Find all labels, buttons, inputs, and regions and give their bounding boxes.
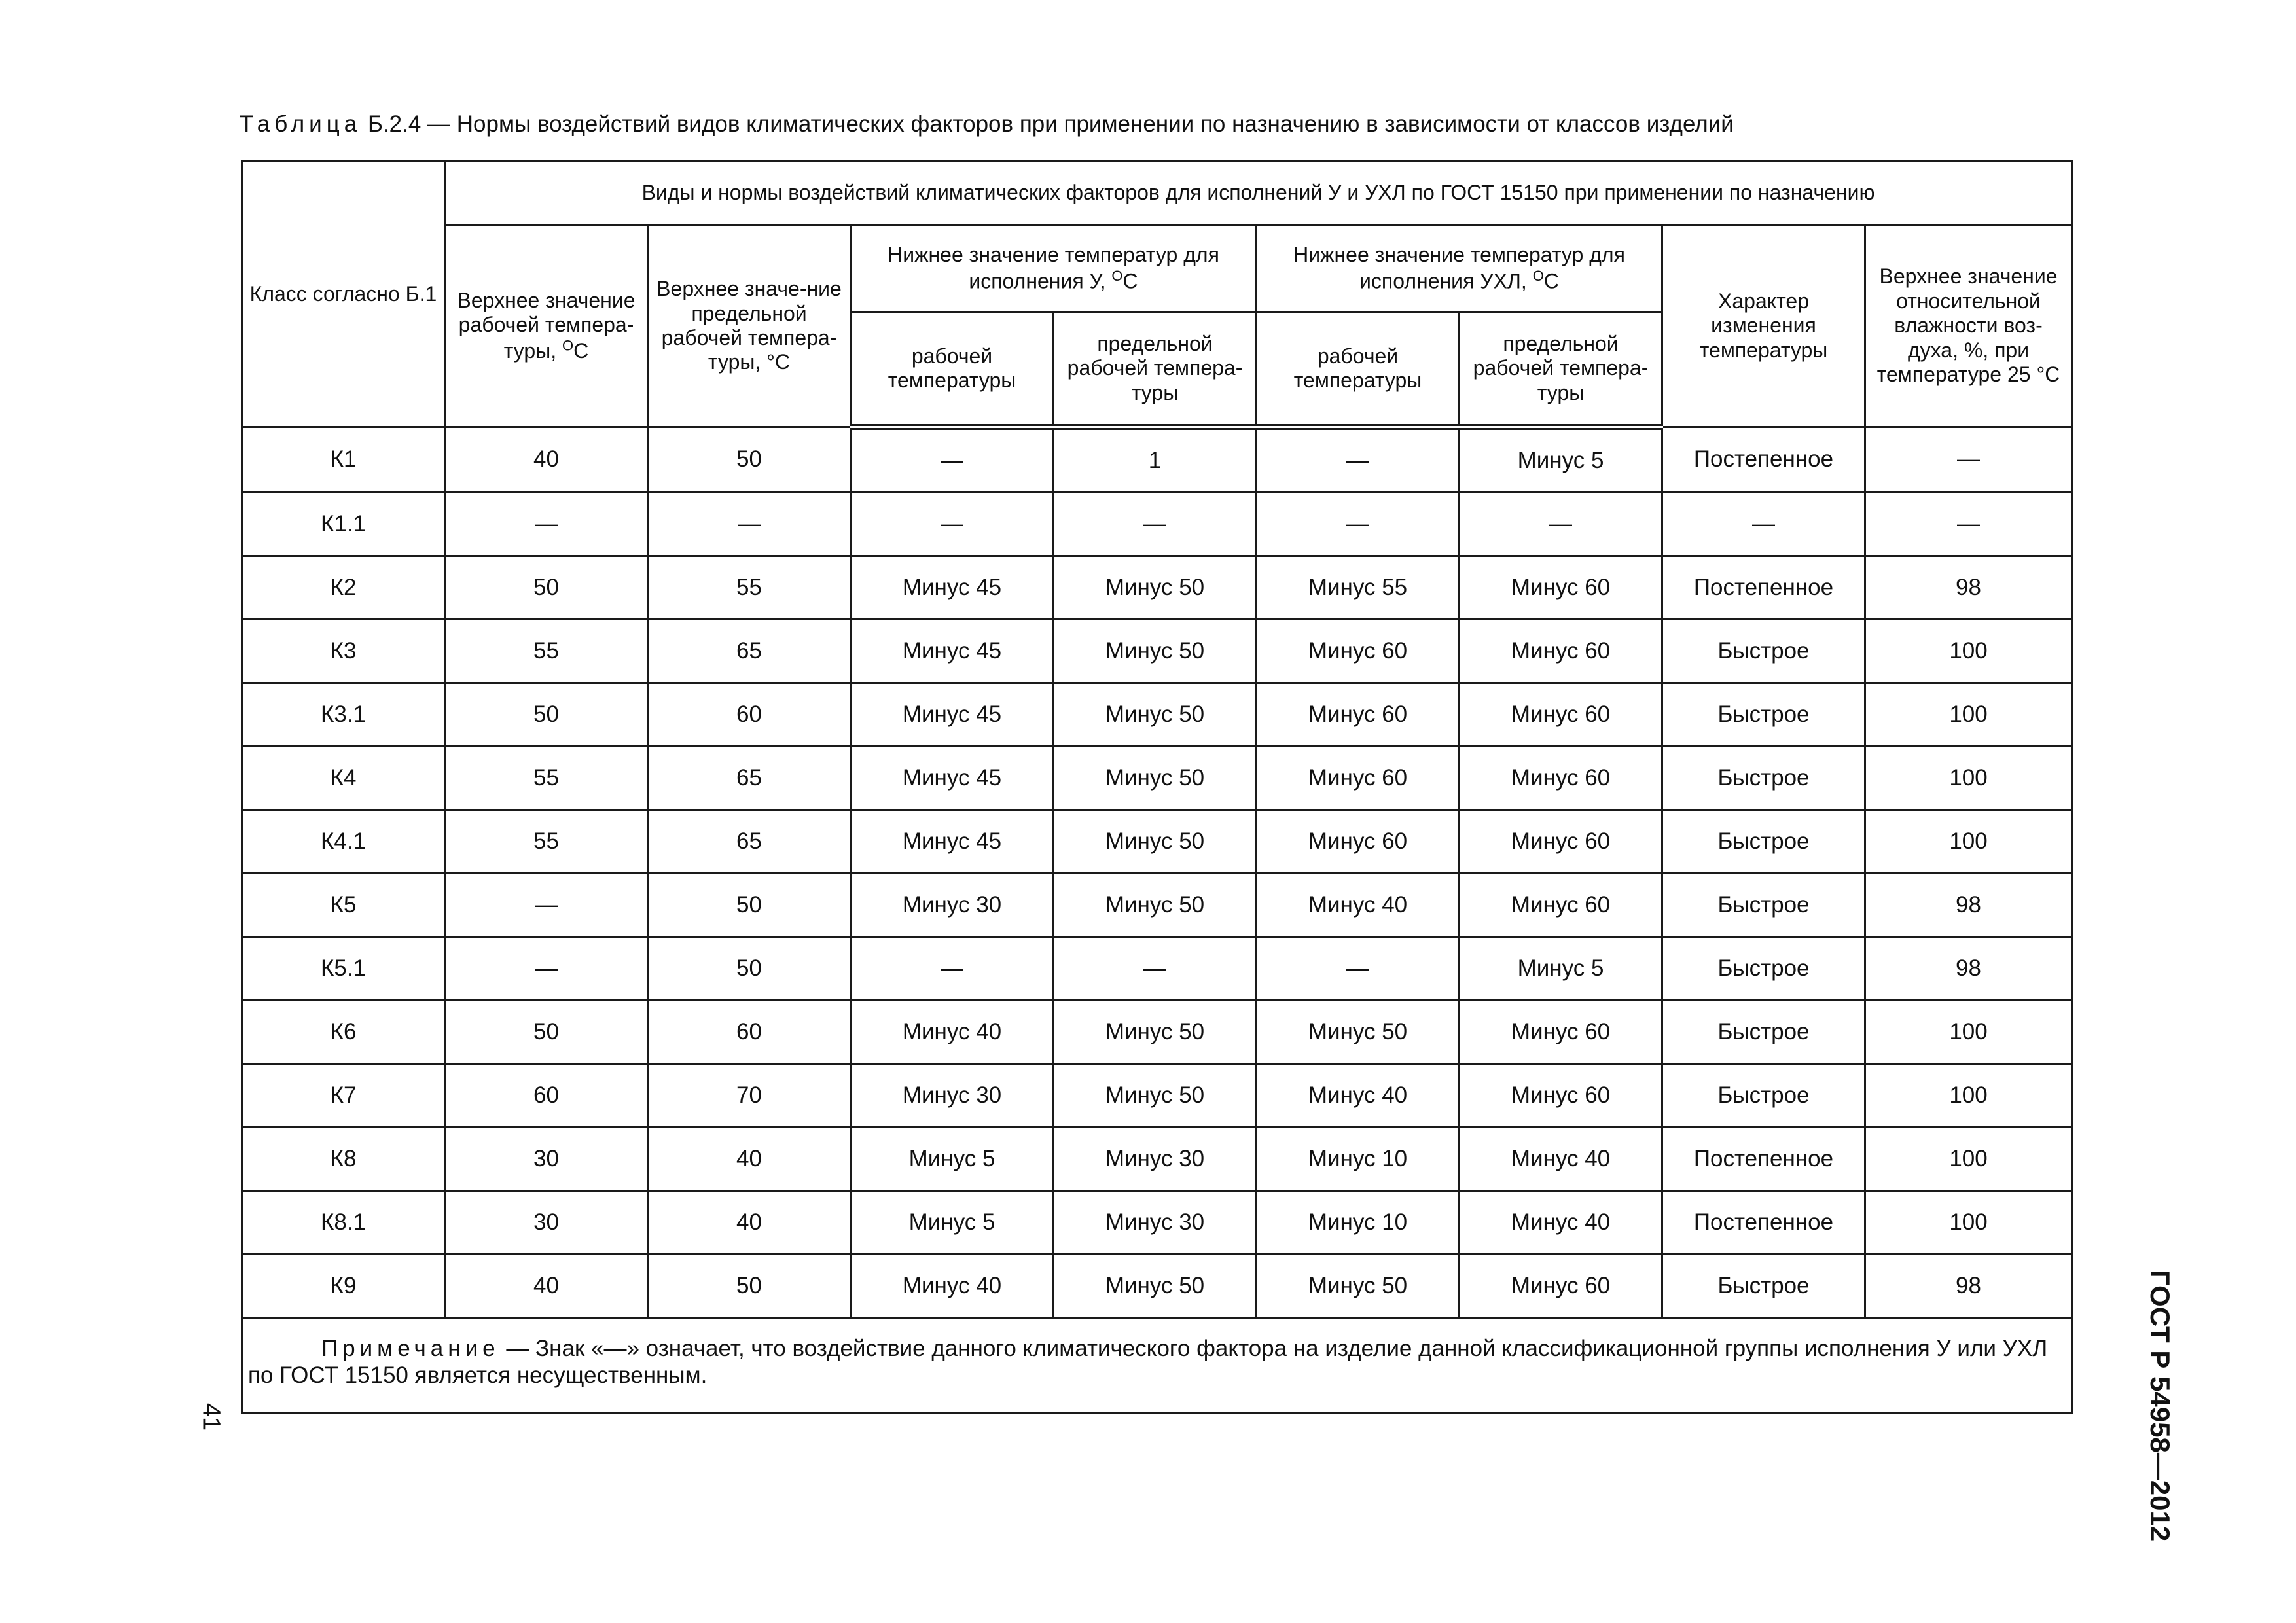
table-cell: 60 <box>648 683 851 747</box>
header-class: Класс согласно Б.1 <box>242 162 445 427</box>
table-cell: — <box>1662 493 1865 556</box>
header-ukhl-work: рабочей температуры <box>1257 312 1460 427</box>
table-cell: Минус 5 <box>1460 427 1662 493</box>
table-cell: Минус 50 <box>1054 556 1257 620</box>
table-cell: Минус 40 <box>1460 1128 1662 1191</box>
table-cell: Быстрое <box>1662 1064 1865 1128</box>
table-cell: Минус 60 <box>1257 747 1460 810</box>
table-cell: — <box>1257 937 1460 1001</box>
table-cell: Минус 5 <box>851 1128 1054 1191</box>
table-cell: — <box>851 937 1054 1001</box>
table-cell: — <box>648 493 851 556</box>
table-cell: Минус 50 <box>1257 1001 1460 1064</box>
table-cell: Постепенное <box>1662 556 1865 620</box>
table-cell: — <box>851 493 1054 556</box>
table-cell: К7 <box>242 1064 445 1128</box>
table-cell: К1.1 <box>242 493 445 556</box>
table-cell: Быстрое <box>1662 937 1865 1001</box>
table-cell: 98 <box>1865 937 2072 1001</box>
table-cell: Минус 50 <box>1257 1255 1460 1318</box>
table-cell: Минус 5 <box>1460 937 1662 1001</box>
table-cell: 98 <box>1865 874 2072 937</box>
table-cell: Минус 60 <box>1460 1255 1662 1318</box>
table-row <box>242 1191 2072 1255</box>
table-cell: Минус 60 <box>1460 683 1662 747</box>
table-cell: К3 <box>242 620 445 683</box>
table-cell: 100 <box>1865 683 2072 747</box>
table-cell: 65 <box>648 620 851 683</box>
table-row <box>242 1001 2072 1064</box>
table-body <box>242 427 2072 1318</box>
table-cell: Минус 30 <box>851 874 1054 937</box>
table-cell: 30 <box>445 1191 648 1255</box>
header-ukhl-limit: предельной рабочей темпера-туры <box>1460 312 1662 427</box>
header-lower-ukhl: Нижнее значение температур для исполнения УХЛ, $^О$С <box>1257 225 1662 312</box>
table-cell: — <box>1257 493 1460 556</box>
table-cell: 100 <box>1865 1064 2072 1128</box>
table-cell: Минус 45 <box>851 620 1054 683</box>
table-cell: К4.1 <box>242 810 445 874</box>
header-group: Виды и нормы воздействий климатических факторов для исполнений У и УХЛ по ГОСТ 15150 при применении по назначению <box>445 162 2072 225</box>
table-cell: Быстрое <box>1662 1255 1865 1318</box>
table-cell: К8.1 <box>242 1191 445 1255</box>
table-row <box>242 1064 2072 1128</box>
table-cell: Минус 40 <box>1257 1064 1460 1128</box>
table-row <box>242 874 2072 937</box>
document-code: ГОСТ Р 54958—2012 <box>2145 1270 2176 1542</box>
table-cell: 55 <box>445 620 648 683</box>
table-cell: Минус 55 <box>1257 556 1460 620</box>
table-cell: 55 <box>445 810 648 874</box>
table-cell: 40 <box>445 1255 648 1318</box>
table-cell: — <box>1865 493 2072 556</box>
note-label: Примечание <box>321 1336 500 1362</box>
table-cell: 100 <box>1865 1001 2072 1064</box>
table-cell: 55 <box>648 556 851 620</box>
table-cell: К2 <box>242 556 445 620</box>
table-cell: Минус 40 <box>851 1255 1054 1318</box>
table-row <box>242 620 2072 683</box>
table-cell: Постепенное <box>1662 1128 1865 1191</box>
header-upper-work-temp-text: Верхнее значение рабочей темпера-туры, $^О$С <box>457 288 636 363</box>
table-cell: Минус 60 <box>1460 1001 1662 1064</box>
table-cell: 65 <box>648 810 851 874</box>
table-cell: К3.1 <box>242 683 445 747</box>
header-upper-work-temp <box>445 225 648 427</box>
table-row <box>242 1128 2072 1191</box>
table-cell: 100 <box>1865 1191 2072 1255</box>
caption-prefix: Таблица <box>240 111 362 137</box>
table-cell: Быстрое <box>1662 874 1865 937</box>
table-cell: 1 <box>1054 427 1257 493</box>
table-cell: 50 <box>445 1001 648 1064</box>
table-cell: Минус 60 <box>1460 747 1662 810</box>
table-cell: 100 <box>1865 810 2072 874</box>
page-number: 41 <box>197 1402 225 1431</box>
table-note <box>242 1318 2072 1413</box>
table-cell: Минус 50 <box>1054 747 1257 810</box>
table-cell: 100 <box>1865 747 2072 810</box>
table-cell: Минус 50 <box>1054 874 1257 937</box>
table-cell: — <box>445 874 648 937</box>
table-row <box>242 493 2072 556</box>
table-cell: Постепенное <box>1662 1191 1865 1255</box>
table-cell: Минус 40 <box>1257 874 1460 937</box>
table-cell: Минус 30 <box>851 1064 1054 1128</box>
table-cell: Минус 50 <box>1054 620 1257 683</box>
table-cell: — <box>1257 427 1460 493</box>
table-cell: Минус 30 <box>1054 1191 1257 1255</box>
table-cell: Минус 45 <box>851 683 1054 747</box>
table-cell: Минус 60 <box>1460 620 1662 683</box>
table-caption <box>240 111 1734 137</box>
table-cell: Минус 45 <box>851 810 1054 874</box>
table-cell: Минус 50 <box>1054 1001 1257 1064</box>
table-cell: К4 <box>242 747 445 810</box>
table-cell: Минус 50 <box>1054 683 1257 747</box>
table-cell: К1 <box>242 427 445 493</box>
climatic-norms-table <box>241 160 2073 1414</box>
table-cell: 70 <box>648 1064 851 1128</box>
table-cell: Минус 50 <box>1054 1255 1257 1318</box>
table-cell: К5.1 <box>242 937 445 1001</box>
table-cell: Быстрое <box>1662 1001 1865 1064</box>
table-cell: К9 <box>242 1255 445 1318</box>
table-cell: Минус 40 <box>1460 1191 1662 1255</box>
table-cell: Минус 60 <box>1460 556 1662 620</box>
table-cell: Минус 50 <box>1054 1064 1257 1128</box>
table-cell: — <box>1054 937 1257 1001</box>
table-cell: 50 <box>648 427 851 493</box>
table-cell: Минус 10 <box>1257 1128 1460 1191</box>
table-cell: Минус 60 <box>1257 683 1460 747</box>
table-cell: К8 <box>242 1128 445 1191</box>
table-cell: 40 <box>648 1128 851 1191</box>
table-cell: Минус 45 <box>851 556 1054 620</box>
table-cell: 40 <box>648 1191 851 1255</box>
table-cell: 55 <box>445 747 648 810</box>
table-cell: Минус 5 <box>851 1191 1054 1255</box>
header-u-limit: предельной рабочей темпера-туры <box>1054 312 1257 427</box>
table-cell: — <box>1054 493 1257 556</box>
table-cell: 60 <box>648 1001 851 1064</box>
table-cell: Быстрое <box>1662 747 1865 810</box>
table-row <box>242 556 2072 620</box>
table-row <box>242 683 2072 747</box>
table-cell: Минус 60 <box>1460 1064 1662 1128</box>
table-cell: Минус 60 <box>1257 810 1460 874</box>
header-character: Характер изменения температуры <box>1662 225 1865 427</box>
table-cell: — <box>851 427 1054 493</box>
table-row <box>242 1255 2072 1318</box>
table-cell: 50 <box>648 874 851 937</box>
table-cell: — <box>445 937 648 1001</box>
table-cell: 50 <box>648 1255 851 1318</box>
table-cell: — <box>445 493 648 556</box>
table-cell: 65 <box>648 747 851 810</box>
table-cell: 98 <box>1865 1255 2072 1318</box>
table-cell: 50 <box>445 556 648 620</box>
table-cell: Постепенное <box>1662 427 1865 493</box>
table-cell: Минус 50 <box>1054 810 1257 874</box>
table-cell: Быстрое <box>1662 620 1865 683</box>
table-header <box>242 162 2072 427</box>
table-cell: К5 <box>242 874 445 937</box>
table-row <box>242 747 2072 810</box>
note-text: — Знак «—» означает, что воздействие данного климатического фактора на изделие данной классификационной группы исполнения У или УХЛ по ГОСТ 15150 является несущественным. <box>248 1336 2048 1388</box>
table-cell: Минус 10 <box>1257 1191 1460 1255</box>
table-cell: Минус 45 <box>851 747 1054 810</box>
table-cell: Быстрое <box>1662 683 1865 747</box>
table-row <box>242 937 2072 1001</box>
table-cell: 50 <box>445 683 648 747</box>
table-cell: 30 <box>445 1128 648 1191</box>
header-humidity: Верхнее значение относительной влажности воз-духа, %, при температуре 25 °С <box>1865 225 2072 427</box>
table-cell: Минус 30 <box>1054 1128 1257 1191</box>
table-cell: Минус 60 <box>1257 620 1460 683</box>
table-cell: Минус 60 <box>1460 810 1662 874</box>
table-row <box>242 810 2072 874</box>
header-u-work: рабочей температуры <box>851 312 1054 427</box>
table-cell: Быстрое <box>1662 810 1865 874</box>
table-cell: 60 <box>445 1064 648 1128</box>
table-cell: Минус 40 <box>851 1001 1054 1064</box>
header-upper-limit-temp: Верхнее значе-ние предельной рабочей темпера-туры, °С <box>648 225 851 427</box>
table-cell: 100 <box>1865 620 2072 683</box>
table-cell: 40 <box>445 427 648 493</box>
table-cell: 50 <box>648 937 851 1001</box>
table-cell: — <box>1460 493 1662 556</box>
table-cell: К6 <box>242 1001 445 1064</box>
table-cell: 98 <box>1865 556 2072 620</box>
table-row <box>242 427 2072 493</box>
table-cell: 100 <box>1865 1128 2072 1191</box>
header-lower-u: Нижнее значение температур для исполнения У, $^О$С <box>851 225 1257 312</box>
table-cell: — <box>1865 427 2072 493</box>
caption-text: Б.2.4 — Нормы воздействий видов климатических факторов при применении по назначению в зависимости от классов изделий <box>361 111 1734 137</box>
table-cell: Минус 60 <box>1460 874 1662 937</box>
